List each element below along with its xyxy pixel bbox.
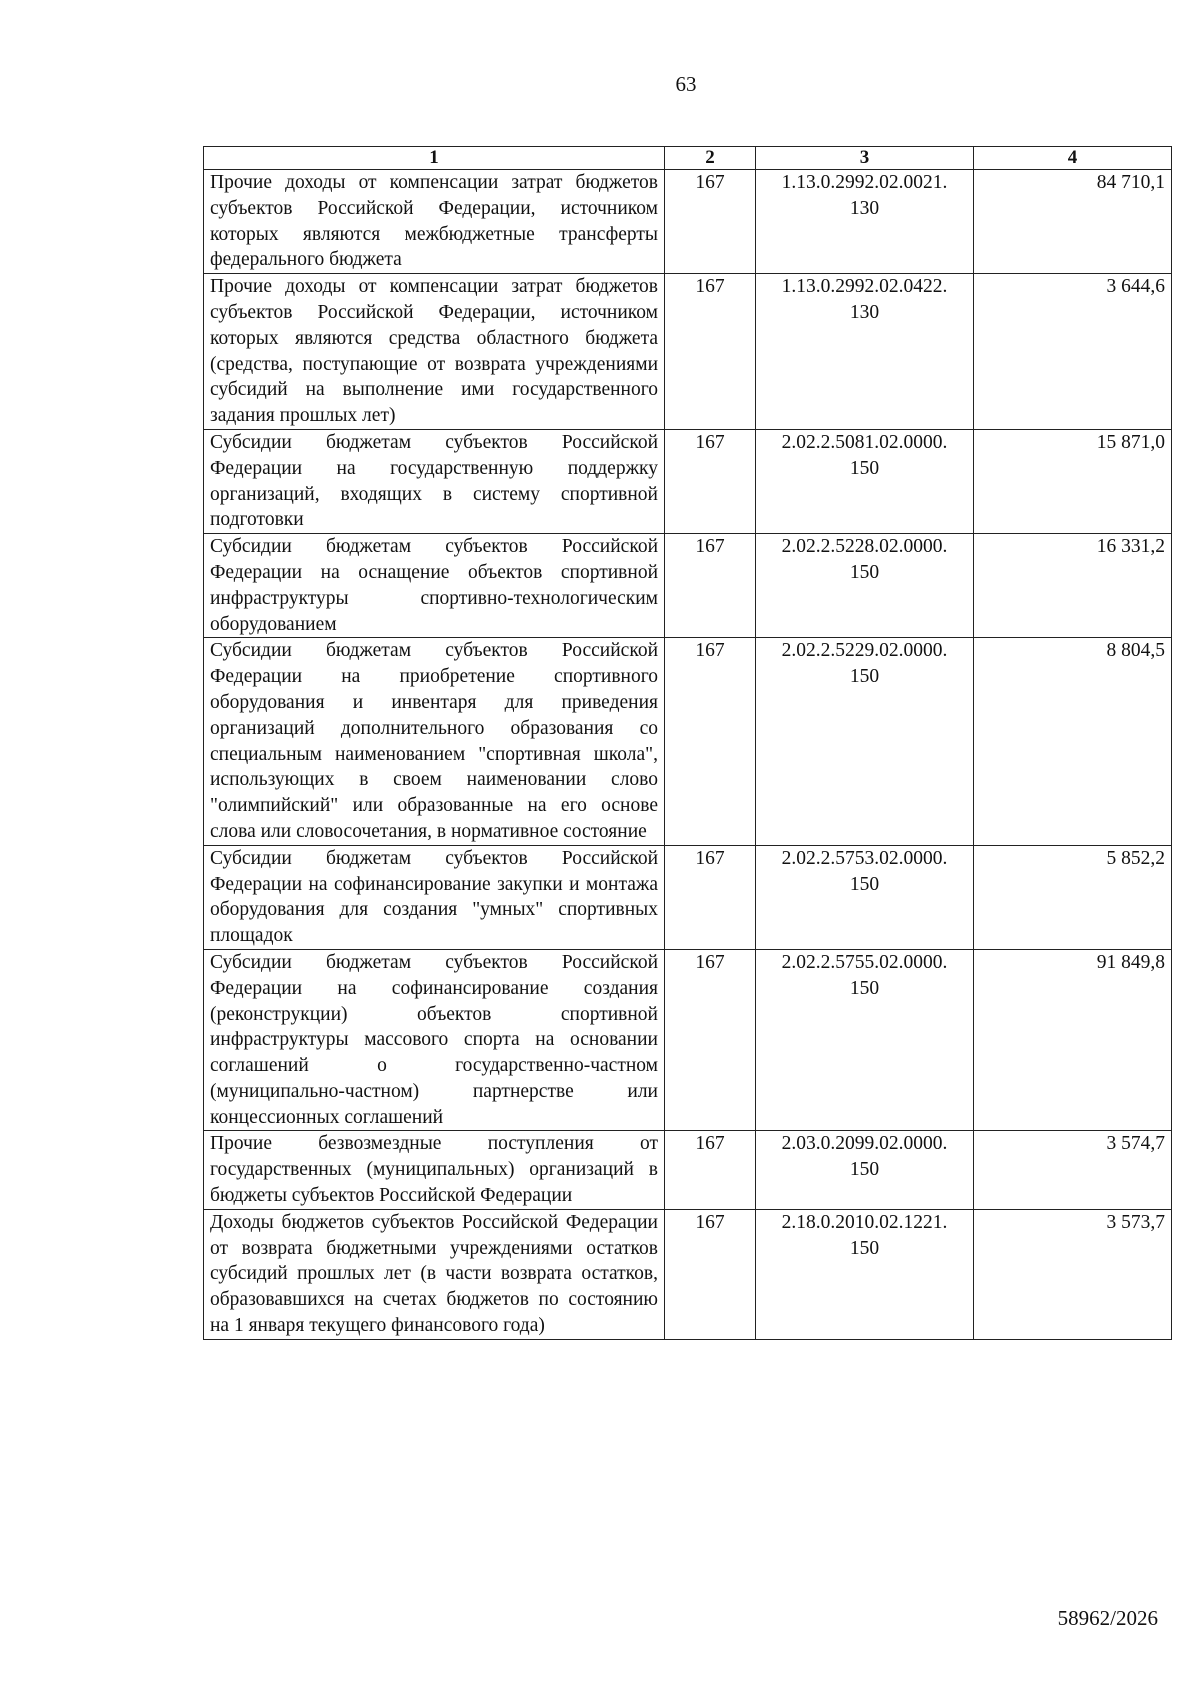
classification-code <box>756 638 974 845</box>
table-row <box>204 845 1172 949</box>
admin-code: 167 <box>665 534 756 638</box>
amount: 84 710,1 <box>974 170 1172 274</box>
amount: 15 871,0 <box>974 429 1172 533</box>
table-row <box>204 1209 1172 1339</box>
admin-code: 167 <box>665 1131 756 1209</box>
document-registration-number: 58962/2026 <box>1057 1606 1158 1630</box>
code-line-1: 2.02.2.5229.02.0000. <box>781 640 948 662</box>
classification-code <box>756 534 974 638</box>
revenue-name: Субсидии бюджетам субъектов Российской Федерации на государственную поддержку организаций, входящих в систему спортивной подготовки <box>204 429 665 533</box>
revenue-name: Прочие доходы от компенсации затрат бюджетов субъектов Российской Федерации, источником которых являются средства областного бюджета (средства, поступающие от возврата учреждениями субсидий на выполнение ими государственного задания прошлых лет) <box>204 274 665 430</box>
header-col-4: 4 <box>974 147 1172 170</box>
code-line-2: 130 <box>849 301 880 323</box>
code-line-1: 2.18.0.2010.02.1221. <box>781 1211 948 1233</box>
amount: 91 849,8 <box>974 949 1172 1131</box>
table-row <box>204 638 1172 845</box>
page-number: 63 <box>675 72 697 96</box>
table-row <box>204 1131 1172 1209</box>
code-line-1: 2.03.0.2099.02.0000. <box>781 1133 948 1155</box>
code-line-2: 150 <box>849 873 880 895</box>
classification-code <box>756 429 974 533</box>
table-header-row <box>204 147 1172 170</box>
amount: 16 331,2 <box>974 534 1172 638</box>
amount: 5 852,2 <box>974 845 1172 949</box>
admin-code: 167 <box>665 638 756 845</box>
header-col-1: 1 <box>204 147 665 170</box>
classification-code <box>756 1209 974 1339</box>
admin-code: 167 <box>665 1209 756 1339</box>
revenue-name: Субсидии бюджетам субъектов Российской Федерации на софинансирование закупки и монтажа оборудования для создания "умных" спортивных площадок <box>204 845 665 949</box>
code-line-2: 150 <box>849 977 880 999</box>
revenue-name: Субсидии бюджетам субъектов Российской Федерации на софинансирование создания (реконструкции) объектов спортивной инфраструктуры массового спорта на основании соглашений о государственно-частном (муниципально-частном) партнерстве или концессионных соглашений <box>204 949 665 1131</box>
revenue-name: Субсидии бюджетам субъектов Российской Федерации на оснащение объектов спортивной инфраструктуры спортивно-технологическим оборудованием <box>204 534 665 638</box>
amount: 3 573,7 <box>974 1209 1172 1339</box>
classification-code <box>756 949 974 1131</box>
classification-code <box>756 845 974 949</box>
table-row <box>204 534 1172 638</box>
revenue-name: Доходы бюджетов субъектов Российской Федерации от возврата бюджетными учреждениями остатков субсидий прошлых лет (в части возврата остатков, образовавшихся на счетах бюджетов по состоянию на 1 января текущего финансового года) <box>204 1209 665 1339</box>
header-col-3: 3 <box>756 147 974 170</box>
amount: 3 644,6 <box>974 274 1172 430</box>
code-line-2: 150 <box>849 666 880 688</box>
revenue-name: Прочие безвозмездные поступления от государственных (муниципальных) организаций в бюджеты субъектов Российской Федерации <box>204 1131 665 1209</box>
code-line-1: 2.02.2.5755.02.0000. <box>781 951 948 973</box>
classification-code <box>756 274 974 430</box>
code-line-1: 2.02.2.5228.02.0000. <box>781 536 948 558</box>
code-line-2: 130 <box>849 197 880 219</box>
code-line-1: 1.13.0.2992.02.0422. <box>781 276 948 298</box>
classification-code <box>756 170 974 274</box>
budget-revenue-table <box>203 146 1172 1340</box>
code-line-1: 2.02.2.5753.02.0000. <box>781 847 948 869</box>
amount: 8 804,5 <box>974 638 1172 845</box>
code-line-1: 2.02.2.5081.02.0000. <box>781 431 948 453</box>
admin-code: 167 <box>665 429 756 533</box>
code-line-2: 150 <box>849 561 880 583</box>
revenue-name: Субсидии бюджетам субъектов Российской Федерации на приобретение спортивного оборудования и инвентаря для приведения организаций дополнительного образования со специальным наименованием "спортивная школа", использующих в своем наименовании слово "олимпийский" или образованные на его основе слова или словосочетания, в нормативное состояние <box>204 638 665 845</box>
classification-code <box>756 1131 974 1209</box>
table-row <box>204 274 1172 430</box>
revenue-name: Прочие доходы от компенсации затрат бюджетов субъектов Российской Федерации, источником которых являются межбюджетные трансферты федерального бюджета <box>204 170 665 274</box>
admin-code: 167 <box>665 845 756 949</box>
admin-code: 167 <box>665 170 756 274</box>
header-col-2: 2 <box>665 147 756 170</box>
code-line-2: 150 <box>849 1159 880 1181</box>
table-row <box>204 170 1172 274</box>
admin-code: 167 <box>665 949 756 1131</box>
code-line-2: 150 <box>849 457 880 479</box>
code-line-2: 150 <box>849 1237 880 1259</box>
code-line-1: 1.13.0.2992.02.0021. <box>781 172 948 193</box>
table-row <box>204 429 1172 533</box>
amount: 3 574,7 <box>974 1131 1172 1209</box>
admin-code: 167 <box>665 274 756 430</box>
table-row <box>204 949 1172 1131</box>
